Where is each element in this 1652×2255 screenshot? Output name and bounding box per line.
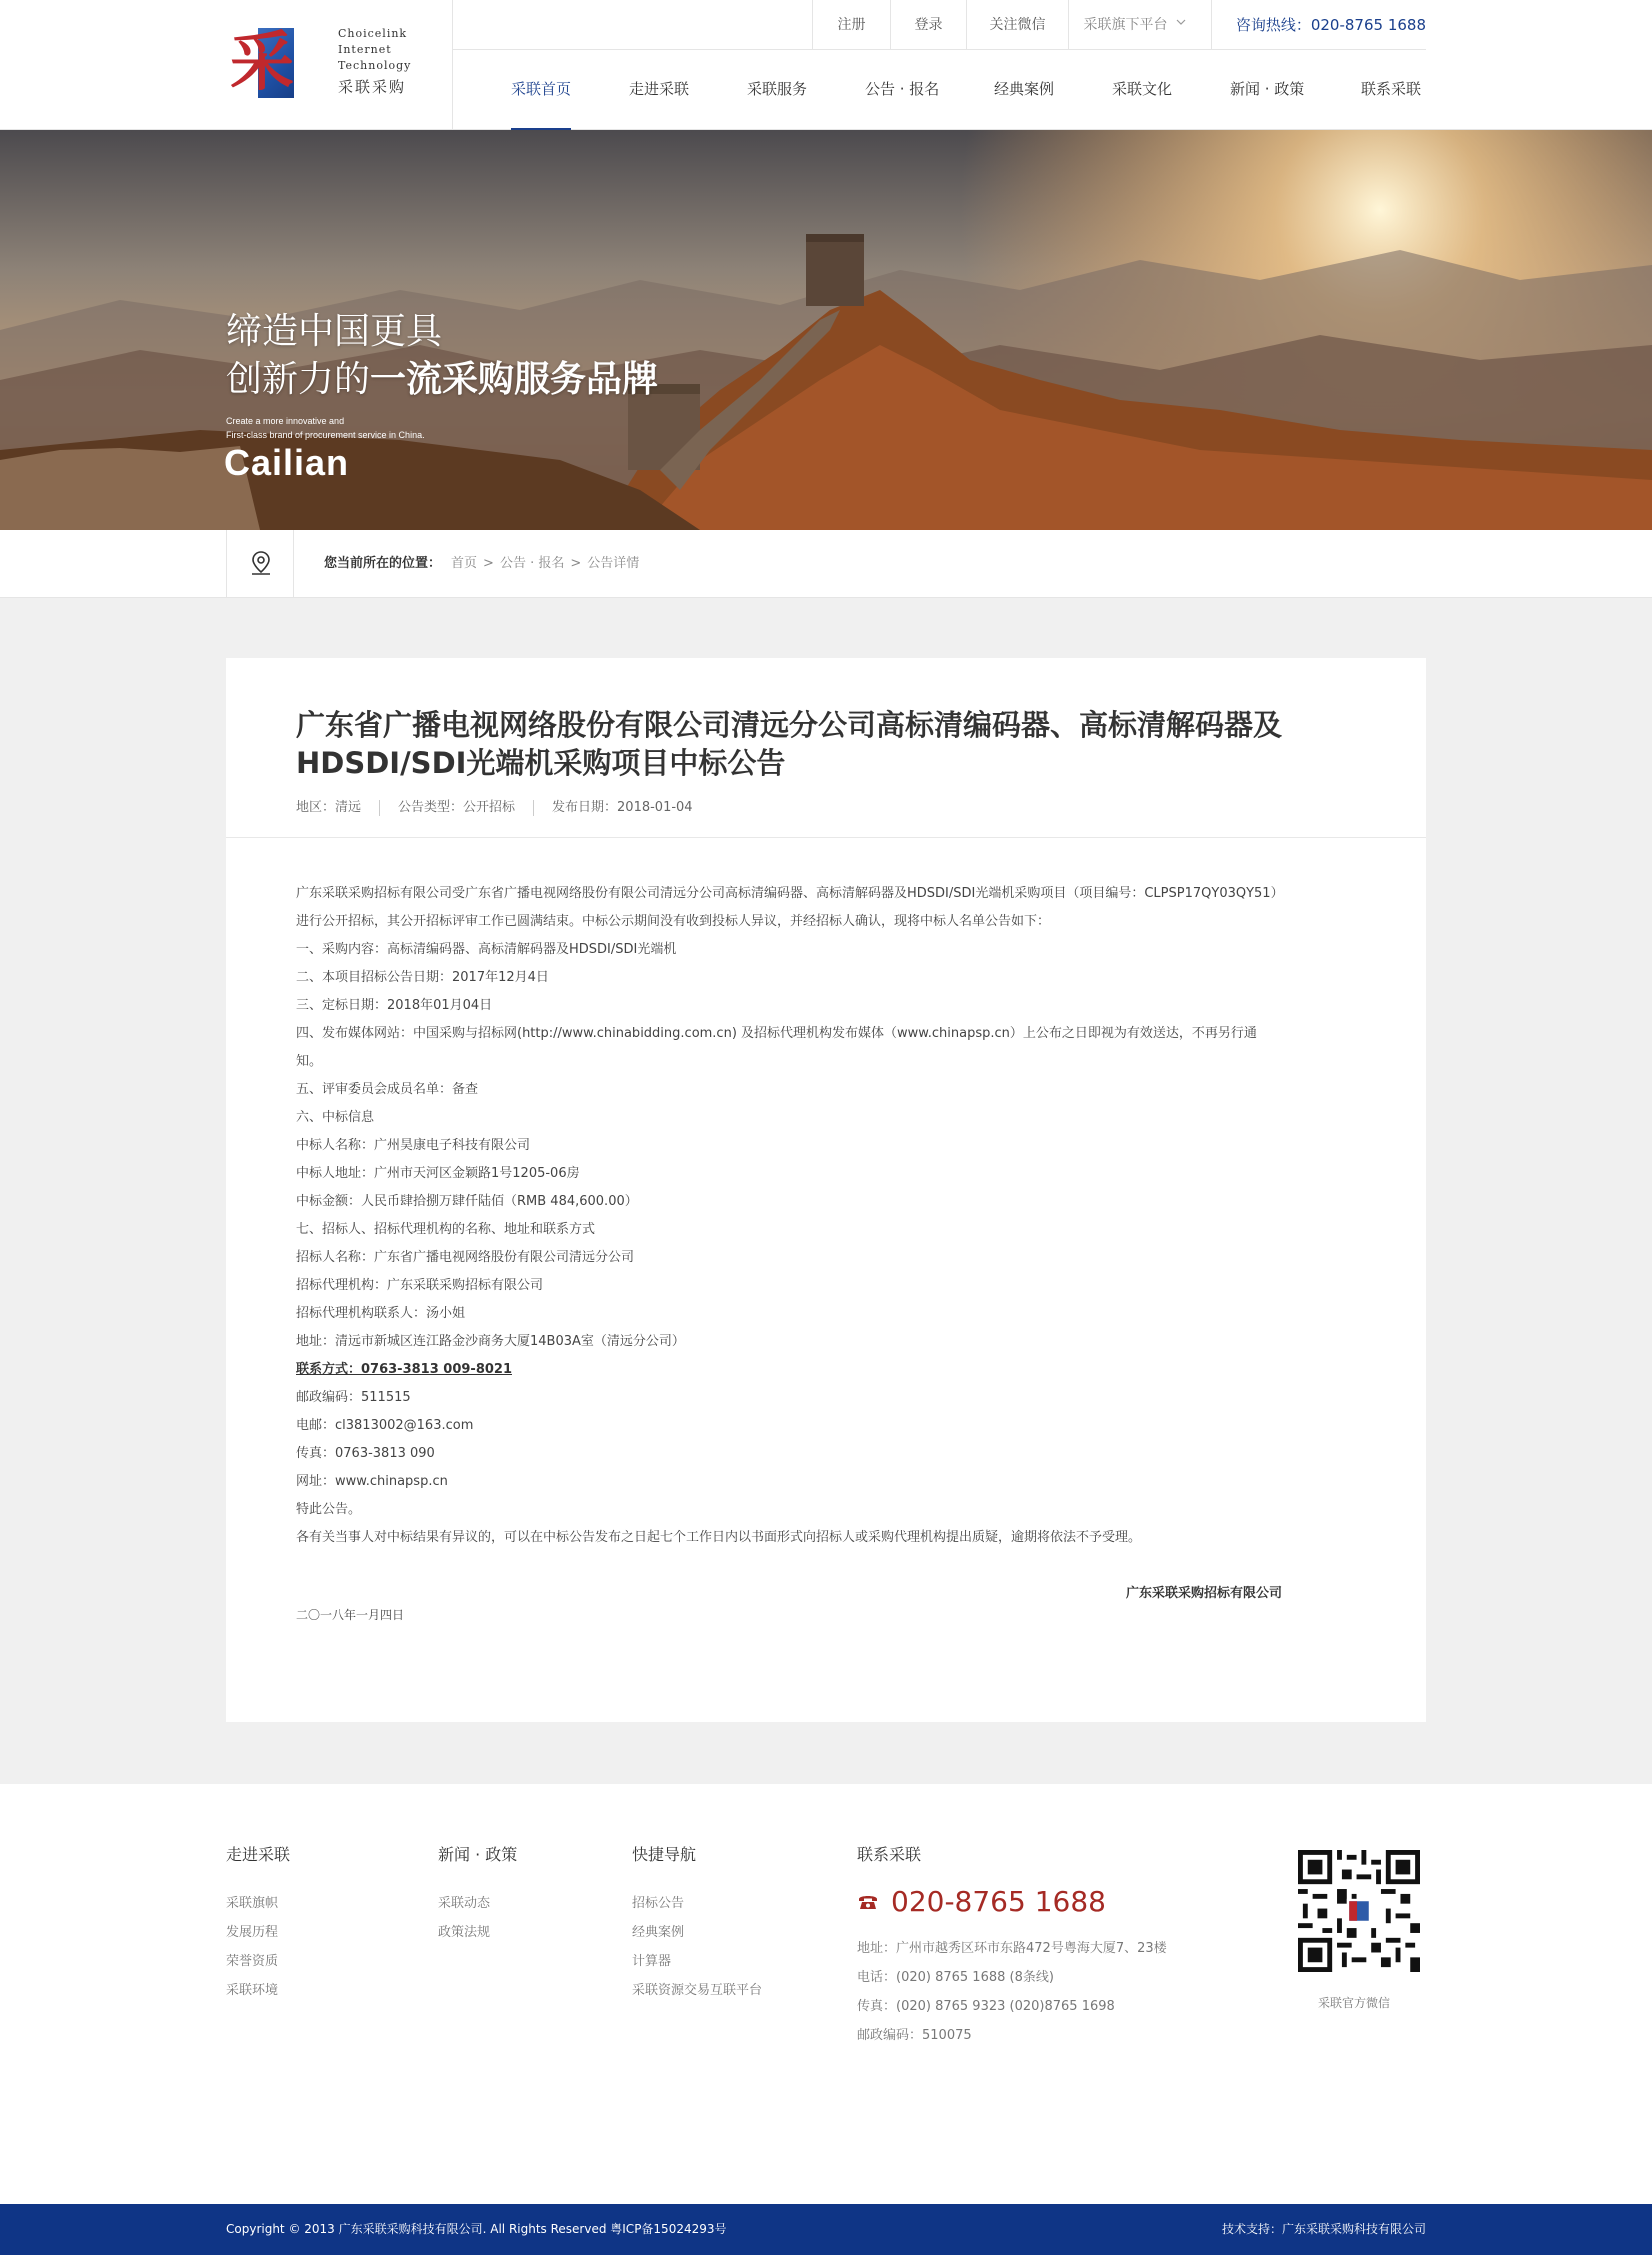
main-nav [452,50,1426,130]
footer-phone: 020-8765 1688 [857,1885,1167,1918]
breadcrumb-announcements[interactable]: 公告 · 报名 [499,556,565,571]
location-pin-icon [249,550,273,576]
meta-type: 公告类型：公开招标 [398,800,534,816]
article-paragraph: 中标人地址：广州市天河区金颖路1号1205-06房 [296,1166,580,1181]
nav-item-news-policy[interactable]: 新闻 · 政策 [1230,80,1305,98]
breadcrumb-current: 公告详情 [587,556,640,571]
logo-text-cn: 采联采购 [338,78,407,96]
article-paragraph: 七、招标人、招标代理机构的名称、地址和联系方式 [296,1222,596,1237]
nav-item-about[interactable]: 走进采联 [629,80,690,98]
top-utility-bar [452,0,1426,50]
article-paragraph: 中标人名称：广州昊康电子科技有限公司 [296,1138,531,1153]
logo-text-en: Choicelink Internet Technology [338,27,412,72]
breadcrumb-home[interactable]: 首页 [451,556,478,571]
footer-link[interactable]: 发展历程 [226,1925,279,1940]
login-link[interactable]: 登录 [890,0,966,50]
footer-fax: 传真：(020) 8765 9323 (020)8765 1698 [857,1999,1115,2014]
article-paragraph: 招标代理机构：广东采联采购招标有限公司 [296,1278,544,1293]
banner-headline-1: 缔造中国更具 [226,311,443,352]
article-paragraph: 网址：www.chinapsp.cn [296,1474,448,1489]
footer-col-about: 走进采联 采联旗帜 发展历程 荣誉资质 采联环境 [226,1842,290,2005]
register-link[interactable]: 注册 [812,0,890,50]
article-meta [296,800,729,816]
article-paragraph: 广东采联采购招标有限公司受广东省广播电视网络股份有限公司清远分公司高标清编码器、高标清解码器及HDSDI/SDI光端机采购项目（项目编号：CLPSP17QY03QY51）进行公开招标，其公开招标评审工作已圆满结束。中标公示期间没有收到投标人异议，并经招标人确认，现将中标人名单公告如下： [296,886,1278,929]
phone-icon [857,1893,879,1911]
breadcrumb: 您当前所在的位置： 首页 > 公告 · 报名 > 公告详情 [324,556,640,571]
article-paragraph: 中标金额：人民币肆拾捌万肆仟陆佰（RMB 484,600.00） [296,1194,638,1209]
footer-link[interactable]: 采联资源交易互联平台 [632,1983,763,1998]
article-paragraph: 邮政编码：511515 [296,1390,411,1405]
site-header [0,0,1652,130]
article-paragraph: 二、本项目招标公告日期：2017年12月4日 [296,970,549,985]
footer-tel: 电话：(020) 8765 1688 (8条线) [857,1970,1054,1985]
article-title: 广东省广播电视网络股份有限公司清远分公司高标清编码器、高标清解码器及HDSDI/SDI光端机采购项目中标公告 [296,708,1283,780]
article-card [226,658,1426,1722]
article-paragraph: 五、评审委员会成员名单：备查 [296,1082,479,1097]
footer-link[interactable]: 荣誉资质 [226,1954,279,1969]
article-paragraph: 招标代理机构联系人：汤小姐 [296,1306,466,1321]
article-paragraph: 各有关当事人对中标结果有异议的，可以在中标公告发布之日起七个工作日内以书面形式向招标人或采购代理机构提出质疑，逾期将依法不予受理。 [296,1530,1142,1545]
footer-contact: 联系采联 020-8765 1688 地址：广州市越秀区环市东路472号粤海大厦7、23楼 电话：(020) 8765 1688 (8条线) 传真：(020) 8765 9323 (020)8765 1698 邮政编码：510075 [857,1842,1167,2050]
footer-link[interactable]: 政策法规 [438,1925,491,1940]
article-paragraph: 特此公告。 [296,1502,362,1517]
article-paragraph: 招标人名称：广东省广播电视网络股份有限公司清远分公司 [296,1250,635,1265]
article-paragraph: 地址：清远市新城区连江路金沙商务大厦14B03A室（清远分公司） [296,1334,685,1349]
article-paragraph: 一、采购内容：高标清编码器、高标清解码器及HDSDI/SDI光端机 [296,942,677,957]
footer-col-quicknav: 快捷导航 招标公告 经典案例 计算器 采联资源交易互联平台 [632,1842,762,2005]
hotline-number: 020-8765 1688 [1310,16,1426,34]
footer-link[interactable]: 采联旗帜 [226,1896,279,1911]
nav-item-home[interactable]: 采联首页 [511,50,571,130]
footer-col-news: 新闻 · 政策 采联动态 政策法规 [438,1842,517,1947]
site-footer [0,1784,1652,2204]
contact-phone-line: 联系方式：0763-3813 009-8021 [296,1362,512,1377]
nav-item-services[interactable]: 采联服务 [747,80,808,98]
breadcrumb-bar [0,530,1652,598]
banner-en-line-1: Create a more innovative and [226,416,345,426]
banner-en-line-2: First-class brand of procurement service in China. [226,430,425,440]
meta-region: 地区：清远 [296,800,380,816]
logo-char: 采 [230,25,294,100]
chevron-down-icon [1176,17,1186,27]
copyright-text: Copyright © 2013 广东采联采购科技有限公司. All Rights Reserved 粤ICP备15024293号 [226,2222,727,2236]
article-signature: 广东采联采购招标有限公司 [1125,1586,1282,1601]
footer-link[interactable]: 经典案例 [632,1925,685,1940]
footer-link[interactable]: 采联环境 [226,1983,279,1998]
main-content-area [0,598,1652,1784]
footer-address: 地址：广州市越秀区环市东路472号粤海大厦7、23楼 [857,1941,1167,1956]
banner-headline-2: 创新力的一流采购服务品牌 [226,359,659,400]
hero-banner [0,130,1652,530]
logo-mark [230,25,296,100]
nav-item-contact[interactable]: 联系采联 [1361,80,1422,98]
article-body [296,880,1281,1552]
hotline: 咨询热线：020-8765 1688 [1211,0,1426,50]
footer-link[interactable]: 招标公告 [632,1896,685,1911]
nav-item-cases[interactable]: 经典案例 [994,80,1055,98]
article-date-cn: 二〇一八年一月四日 [296,1608,405,1622]
banner-brand: Cailian [224,442,350,483]
site-logo[interactable] [226,18,452,114]
meta-date: 发布日期：2018-01-04 [552,800,693,815]
article-paragraph: 六、中标信息 [296,1110,375,1125]
nav-item-culture[interactable]: 采联文化 [1112,80,1173,98]
footer-link[interactable]: 采联动态 [438,1896,491,1911]
wechat-qr-code [1298,1850,1420,1972]
follow-wechat-link[interactable]: 关注微信 [966,0,1068,50]
article-paragraph: 三、定标日期：2018年01月04日 [296,998,493,1013]
article-paragraph: 传真：0763-3813 090 [296,1446,435,1461]
article-paragraph: 四、发布媒体网站：中国采购与招标网(http://www.chinabidding.com.cn) 及招标代理机构发布媒体（www.chinapsp.cn）上公布之日即视为有效送达，不再另行通知。 [296,1026,1257,1069]
qr-label: 采联官方微信 [1318,1996,1391,2010]
footer-zip: 邮政编码：510075 [857,2028,972,2043]
footer-link[interactable]: 计算器 [632,1954,672,1969]
tech-support-text: 技术支持：广东采联采购科技有限公司 [1221,2222,1426,2236]
copyright-bar [0,2204,1652,2255]
article-paragraph: 电邮：cl3813002@163.com [296,1418,474,1433]
platform-dropdown[interactable]: 采联旗下平台 [1068,0,1200,50]
nav-item-announcements[interactable]: 公告 · 报名 [865,80,940,98]
